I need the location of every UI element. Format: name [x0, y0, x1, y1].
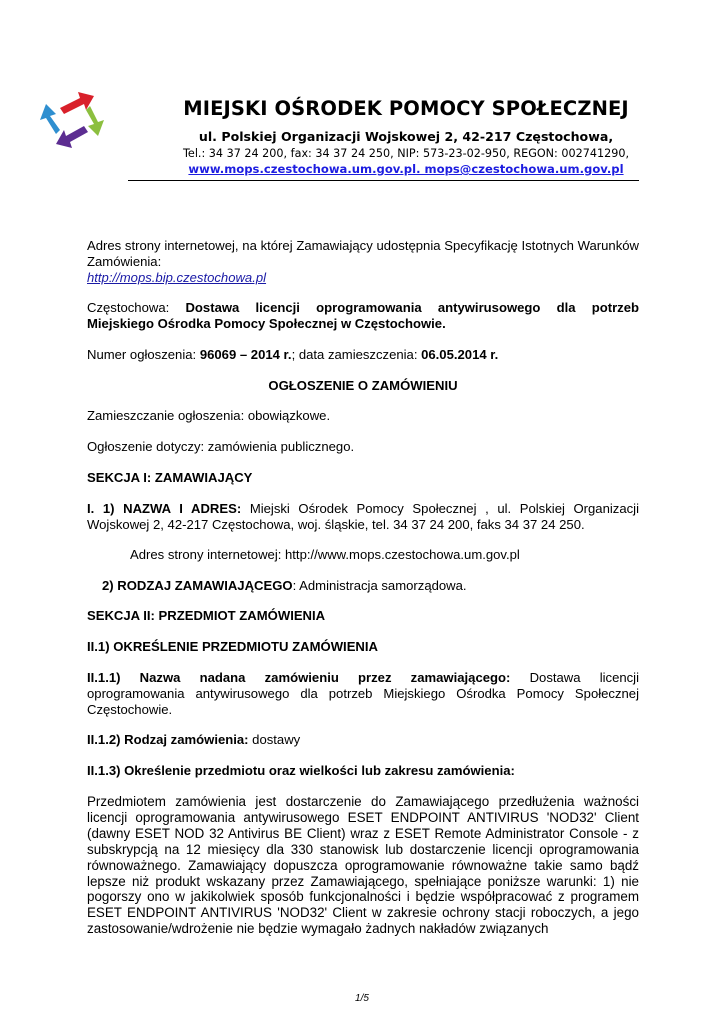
spec-text: Adres strony internetowej, na której Zamawiający udostępnia Specyfikację Istotnych Warunków Zamówienia:	[87, 238, 639, 269]
institution-title: MIEJSKI OŚRODEK POMOCY SPOŁECZNEJ	[183, 97, 629, 120]
contract-name-paragraph	[87, 670, 639, 718]
subject-title-2: Miejskiego Ośrodka Pomocy Społecznej w Częstochowie.	[87, 316, 446, 331]
subject-line-1	[87, 300, 639, 316]
concerns-line: Ogłoszenie dotyczy: zamówienia publicznego.	[87, 439, 355, 454]
scope-body: Przedmiotem zamówienia jest dostarczenie do Zamawiającego przedłużenia ważności licencji oprogramowania antywirusowego ESET ENDPOINT ANTIVIRUS 'NOD32' Client (dawny ESET NOD 32 Antivirus BE Client) wraz z ESET Remote Administrator Console - z subskrypcją na 12 miesięcy dla 330 stanowisk lub dostarczenie licencji oprogramowania równoważnego. Zamawiający dopuszcza oprogramowanie równoważne takie samo bądź lepsze niż produkt wskazany przez Zamawiającego, spełniające poniższe warunki: 1) nie pogorszy ono w jakikolwiek sposób funkcjonalności i będzie współpracować z programem ESET ENDPOINT ANTIVIRUS 'NOD32' Client w zakresie ochrony stacji roboczych, a jego zastosowanie/wdrożenie nie będzie wymagało żadnych nakładów związanych	[87, 794, 639, 937]
announcement-heading: OGŁOSZENIE O ZAMÓWIENIU	[268, 378, 458, 393]
authority-type-value: : Administracja samorządowa.	[292, 578, 467, 593]
subject-paragraph	[87, 300, 639, 332]
notice-label: Numer ogłoszenia:	[87, 347, 197, 362]
spec-url-link[interactable]: http://mops.bip.czestochowa.pl	[87, 270, 267, 285]
subject-definition-heading: II.1) OKREŚLENIE PRZEDMIOTU ZAMÓWIENIA	[87, 639, 378, 654]
authority-type-label: 2) RODZAJ ZAMAWIAJĄCEGO	[102, 578, 293, 593]
contract-name-value-1: Dostawa licencji	[529, 670, 640, 685]
placement-line: Zamieszczanie ogłoszenia: obowiązkowe.	[87, 408, 331, 423]
name-address-line-1	[87, 501, 639, 517]
contract-type-value: dostawy	[252, 732, 301, 747]
spec-paragraph	[87, 238, 639, 286]
date-label: ; data zamieszczenia:	[291, 347, 418, 362]
section-1-heading: SEKCJA I: ZAMAWIAJĄCY	[87, 470, 253, 485]
name-address-text-1: Miejski Ośrodek Pomocy Społecznej , ul. Polskiej Organizacji	[249, 501, 639, 516]
contract-name-label: II.1.1) Nazwa nadana zamówieniu przez zamawiającego:	[87, 670, 511, 685]
name-address-label: I. 1) NAZWA I ADRES:	[87, 501, 242, 516]
notice-number: 96069 – 2014 r.	[199, 347, 292, 362]
scope-heading: II.1.3) Określenie przedmiotu oraz wielkości lub zakresu zamówienia:	[87, 763, 515, 778]
authority-type-line	[102, 578, 639, 594]
name-address-text-2: Wojskowej 2, 42-217 Częstochowa, woj. śląskie, tel. 34 37 24 200, faks 34 37 24 250.	[87, 517, 585, 532]
institution-contact: Tel.: 34 37 24 200, fax: 34 37 24 250, NIP: 573-23-02-950, REGON: 002741290,	[183, 147, 629, 160]
name-address-paragraph	[87, 501, 639, 533]
page-number: 1/5	[355, 993, 369, 1004]
notice-line	[87, 347, 639, 363]
website-line: Adres strony internetowej: http://www.mops.czestochowa.um.gov.pl	[130, 547, 520, 562]
contract-name-value-2: oprogramowania antywirusowego dla potrzeb Miejskiego Ośrodka Pomocy Społecznej Częstochowie.	[87, 686, 639, 717]
city-label: Częstochowa:	[87, 300, 170, 315]
contract-name-line-1	[87, 670, 639, 686]
date-value: 06.05.2014 r.	[421, 347, 499, 362]
subject-title-1: Dostawa licencji oprogramowania antywirusowego dla potrzeb	[185, 300, 640, 315]
contract-type-label: II.1.2) Rodzaj zamówienia:	[87, 732, 249, 747]
header-divider	[128, 180, 639, 181]
mops-logo-icon	[38, 88, 106, 150]
institution-address: ul. Polskiej Organizacji Wojskowej 2, 42-217 Częstochowa,	[198, 129, 614, 144]
contract-type-line	[87, 732, 639, 748]
section-2-heading: SEKCJA II: PRZEDMIOT ZAMÓWIENIA	[87, 608, 326, 623]
institution-links[interactable]: www.mops.czestochowa.um.gov.pl. mops@czestochowa.um.gov.pl	[188, 162, 624, 176]
